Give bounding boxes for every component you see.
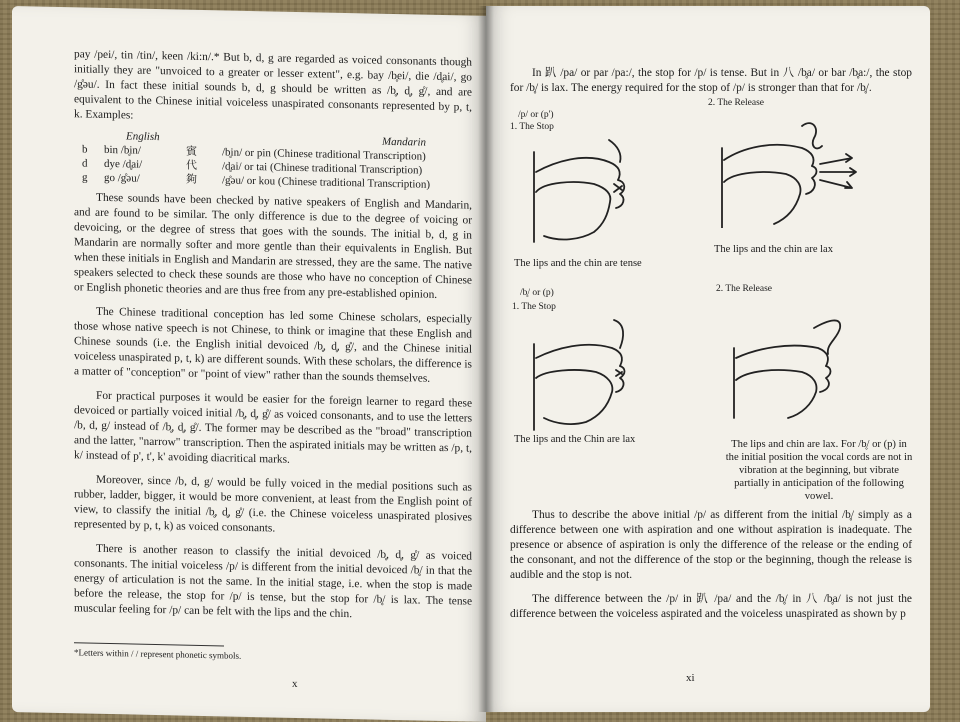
example-word: go /g̊əu/ (104, 171, 140, 185)
right-intro: In 趴 /pa/ or par /pa:/, the stop for /p/ is tense. But in 八 /b̥a/ or bar /b̥a:/, the stop for /b̥/ is lax. The energy required for the stop of /p/ is stronger than that for /b̥/. (510, 67, 912, 94)
footnote: *Letters within / / represent phonetic symbols. (74, 647, 242, 661)
figure-b-stop-label: 1. The Stop (512, 302, 556, 312)
mandarin-header: Mandarin (382, 135, 426, 149)
open-book (12, 6, 930, 718)
example-mandarin: /d̥ai/ or tai (Chinese traditional Transcription) (222, 160, 423, 177)
example-word: dye /d̥ai/ (104, 157, 143, 171)
figure-p-release-caption: The lips and the chin are lax (714, 244, 833, 255)
release-lax-diagram (702, 108, 872, 228)
right-paragraph-1: Thus to describe the above initial /p/ as different from the initial /b̥/ simply as a difference between one with aspiration and one without aspiration is inadequate. The presence or absence of aspiration is only the difference of the release or the ending of the consonant, and not the difference of the stop or the beginning, though the release is audible and the stop is not. (510, 509, 912, 581)
example-letter: g (82, 171, 88, 184)
figure-b-symbol: /b̥/ or (p) (520, 288, 554, 298)
figure-b-stop-caption: The lips and the Chin are lax (514, 434, 636, 445)
left-paragraph-5: Moreover, since /b, d, g/ would be fully voiced in the medial positions such as rubber, ladder, bigger, it would be more convenient, at least from the English point of view, to classify the initial /b̥, d̥, g̊/ (i.e. the Chinese voiceless unaspirated plosives represented by p, t, k) as voiced consonants. (74, 473, 472, 535)
example-mandarin: /b̥in/ or pin (Chinese traditional Transcription) (222, 146, 426, 163)
figure-b (510, 278, 913, 502)
example-character: 代 (186, 159, 197, 172)
figure-p (510, 96, 912, 278)
example-letter: b (82, 143, 88, 156)
example-mandarin: /g̊əu/ or kou (Chinese traditional Transcription) (222, 174, 431, 191)
figure-p-release-label: 2. The Release (708, 98, 765, 108)
left-paragraph-4: For practical purposes it would be easier for the foreign learner to regard these devoiced or partially voiced initial /b̥, d̥, g̊/ as voiced consonants, and to use the letters /b, d, g/ instead of /b̥, d̥, g̊/. The former may be described as the "broad" transcription and the latter, "narrow" transcription. Then the aspirated initials may be written as /p, t, k/ instead of p', t', k' avoiding diacritical marks. (74, 389, 472, 466)
left-paragraph-6: There is another reason to classify the initial devoiced /b̥, d̥, g̊/ as voiced consonants. The initial voiceless /p/ is different from the initial devoiced /b̥/ in that the energy of articulation is not the same. In the initial stage, i.e. when the stop is made before the release, the stop for /p/ is tense, but the stop for /b̥/ is lax. The tense muscular feeling for /p/ can be felt with the lips and the chin. (74, 542, 472, 621)
stop-tense-diagram (514, 132, 644, 252)
right-paragraph-2: The difference between the /p/ in 趴 /pa/ and the /b̥/ in 八 /b̥a/ is not just the difference between the voiceless aspirated and the voiceless unaspirated as shown by p (510, 593, 912, 620)
release-lax-b-diagram (718, 298, 868, 422)
figure-b-release-label: 2. The Release (716, 284, 773, 294)
page-number-left: x (292, 677, 298, 690)
example-character: 賓 (186, 145, 197, 158)
stop-lax-diagram (516, 314, 646, 438)
left-paragraph-3: The Chinese traditional conception has led some Chinese scholars, especially those whose native speech is not Chinese, to think or imagine that these English and Chinese sounds (i.e. the English initial devoiced /b̥, d̥, g̊/, and the Chinese initial voiceless unaspirated p, t, k) are different sounds. With these scholars, the difference is a matter of "conception" or "point of view" rather than the sounds themselves. (74, 305, 472, 385)
left-paragraph-1: pay /pei/, tin /tin/, keen /ki:n/.* But b, d, g are regarded as voiced consonants though initially they are "unvoiced to a greater or lesser extent", e.g. bay /b̥ei/, die /d̥ai/, go /g̊əu/. In fact these initial sounds b, d, g should be written as /b̥, d̥, g̊/, and are equivalent to the Chinese initial voiceless unaspirated consonants represented by p, t, k. Examples: (74, 48, 472, 122)
footnote-rule (74, 642, 224, 646)
example-letter: d (82, 157, 88, 170)
figure-p-stop-label: 1. The Stop (510, 122, 554, 132)
figure-b-release-caption: The lips and chin are lax. For /b̥/ or (p) in the initial position the vocal cords are not in vibration at the beginning, but vibrate partially in anticipation of the following vowel. (725, 439, 913, 502)
figure-p-symbol: /p/ or (p') (518, 110, 554, 120)
examples-table (82, 128, 472, 192)
left-page (12, 6, 486, 722)
english-header: English (126, 130, 160, 144)
page-number-right: xi (686, 672, 695, 684)
left-paragraph-2: These sounds have been checked by native speakers of English and Mandarin, and are found to be similar. The only difference is due to the degree of voicing or devoicing, or the degree of stress that goes with the sounds. The initial b, d, g in Mandarin are normally softer and more gentle than their equivalents in English. But when these initials in English and Mandarin are stressed, they are the same. The native speakers selected to check these sounds are those who have no conception of Chinese or English phonetic theories and are thus free from any pre-established opinion. (74, 191, 472, 301)
example-character: 夠 (186, 173, 197, 186)
right-page (486, 6, 930, 712)
example-word: bin /b̥in/ (104, 143, 141, 157)
figure-p-stop-caption: The lips and the chin are tense (514, 258, 642, 269)
